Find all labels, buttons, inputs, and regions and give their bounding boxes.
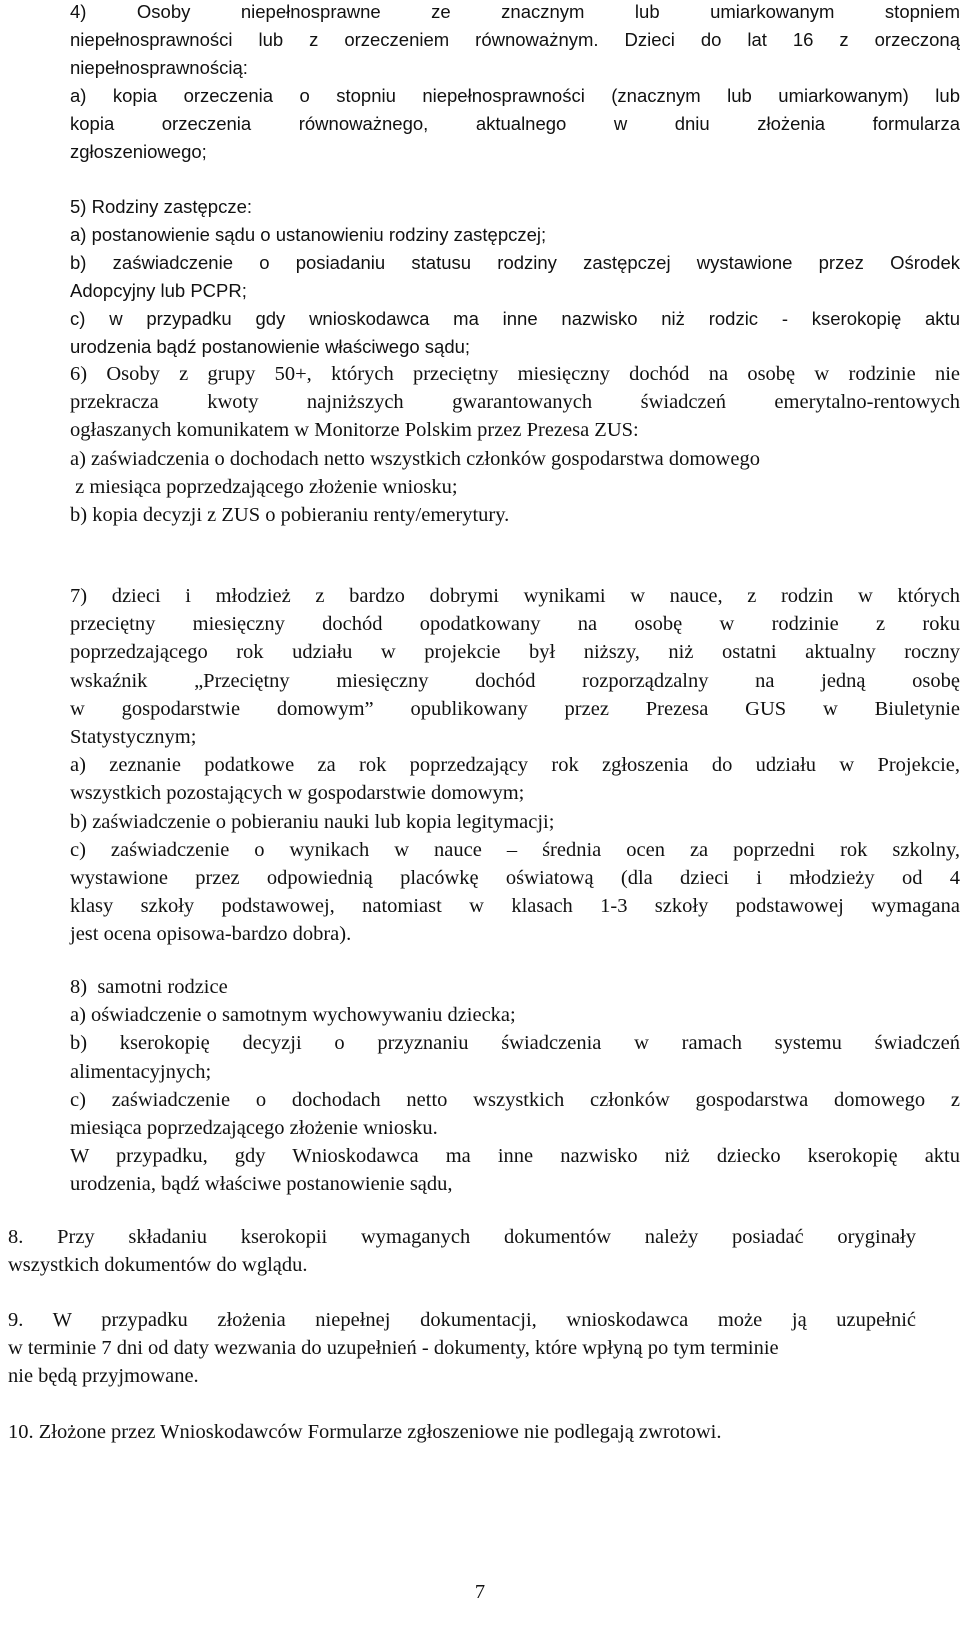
section-6-persons-50-plus — [70, 360, 960, 529]
paragraph-9-line: nie będą przyjmowane. — [8, 1365, 199, 1388]
section-4-line: kopia orzeczenia równoważnego, aktualnego w dniu złożenia formularza — [70, 113, 960, 134]
section-4-line: niepełnosprawności lub z orzeczeniem równoważnym. Dzieci do lat 16 z orzeczoną — [70, 29, 960, 50]
section-7-line: Statystycznym; — [70, 726, 197, 749]
section-5-line: a) postanowienie sądu o ustanowieniu rodziny zastępczej; — [70, 224, 547, 245]
section-6-line: ogłaszanych komunikatem w Monitorze Polskim przez Prezesa ZUS: — [70, 419, 639, 442]
section-7-gifted-youth — [70, 582, 960, 949]
section-7-line: jest ocena opisowa-bardzo dobra). — [70, 923, 352, 946]
section-4-line: a) kopia orzeczenia o stopniu niepełnosprawności (znacznym lub umiarkowanym) lub — [70, 85, 960, 106]
section-6-line: a) zaświadczenia o dochodach netto wszystkich członków gospodarstwa domowego — [70, 447, 760, 470]
paragraph-8-line: wszystkich dokumentów do wglądu. — [8, 1254, 308, 1277]
section-7-line: 7) dzieci i młodzież z bardzo dobrymi wynikami w nauce, z rodzin w których — [70, 585, 960, 607]
paragraph-9-line: 9. W przypadku złożenia niepełnej dokumentacji, wnioskodawca może ją uzupełnić — [8, 1309, 916, 1331]
section-5-foster-families — [70, 193, 960, 361]
section-4-disabled-persons — [70, 0, 960, 166]
section-5-line: b) zaświadczenie o posiadaniu statusu rodziny zastępczej wystawione przez Ośrodek — [70, 252, 960, 273]
paragraph-8-originals — [8, 1223, 916, 1279]
section-8-line: alimentacyjnych; — [70, 1060, 212, 1083]
section-4-line: zgłoszeniowego; — [70, 141, 207, 162]
section-6-line: z miesiąca poprzedzającego złożenie wniosku; — [70, 475, 458, 498]
section-7-line: a) zeznanie podatkowe za rok poprzedzający rok zgłoszenia do udziału w Projekcie, — [70, 754, 960, 777]
section-8-line: 8) samotni rodzice — [70, 976, 228, 998]
section-6-line: b) kopia decyzji z ZUS o pobieraniu renty/emerytury. — [70, 504, 510, 527]
section-7-line: wystawione przez odpowiednią placówkę oświatową (dla dzieci i młodzieży od 4 — [70, 867, 960, 890]
section-7-line: w gospodarstwie domowym” opublikowany przez Prezesa GUS w Biuletynie — [70, 697, 960, 720]
section-4-line: niepełnosprawnością: — [70, 57, 248, 78]
section-7-line: wskaźnik „Przeciętny miesięczny dochód rozporządzalny na jedną osobę — [70, 669, 960, 692]
paragraph-10-no-returns — [8, 1418, 916, 1446]
section-8-line: b) kserokopię decyzji o przyznaniu świadczenia w ramach systemu świadczeń — [70, 1032, 960, 1055]
section-7-line: c) zaświadczenie o wynikach w nauce – średnia ocen za poprzedni rok szkolny, — [70, 838, 960, 861]
paragraph-9-incomplete-docs — [8, 1306, 916, 1391]
section-8-line: miesiąca poprzedzającego złożenie wniosku. — [70, 1117, 438, 1140]
section-7-line: wszystkich pozostających w gospodarstwie domowym; — [70, 782, 525, 805]
paragraph-8-line: 8. Przy składaniu kserokopii wymaganych dokumentów należy posiadać oryginały — [8, 1226, 916, 1248]
section-7-line: klasy szkoły podstawowej, natomiast w klasach 1-3 szkoły podstawowej wymagana — [70, 895, 960, 918]
section-8-line: c) zaświadczenie o dochodach netto wszystkich członków gospodarstwa domowego z — [70, 1088, 960, 1111]
section-4-line: 4) Osoby niepełnosprawne ze znacznym lub umiarkowanym stopniem — [70, 1, 960, 22]
section-6-line: przekracza kwoty najniższych gwarantowanych świadczeń emerytalno-rentowych — [70, 391, 960, 414]
section-8-line: urodzenia, bądź właściwe postanowienie sądu, — [70, 1173, 453, 1196]
section-5-line: 5) Rodziny zastępcze: — [70, 196, 253, 217]
section-5-line: urodzenia bądź postanowienie właściwego sądu; — [70, 336, 471, 357]
section-5-line: Adopcyjny lub PCPR; — [70, 280, 247, 301]
section-8-line: a) oświadczenie o samotnym wychowywaniu dziecka; — [70, 1004, 516, 1027]
section-7-line: przeciętny miesięczny dochód opodatkowany na osobę w rodzinie z roku — [70, 613, 960, 636]
section-7-line: poprzedzającego rok udziału w projekcie był niższy, niż ostatni aktualny roczny — [70, 641, 960, 664]
page-number: 7 — [474, 1581, 486, 1603]
section-6-line: 6) Osoby z grupy 50+, których przeciętny miesięczny dochód na osobę w rodzinie nie — [70, 363, 960, 385]
section-7-line: b) zaświadczenie o pobieraniu nauki lub kopia legitymacji; — [70, 810, 555, 833]
section-8-line: W przypadku, gdy Wnioskodawca ma inne nazwisko niż dziecko kserokopię aktu — [70, 1145, 960, 1168]
paragraph-9-line: w terminie 7 dni od daty wezwania do uzupełnień - dokumenty, które wpłyną po tym terminie — [8, 1337, 779, 1360]
section-8-single-parents — [70, 973, 960, 1199]
section-5-line: c) w przypadku gdy wnioskodawca ma inne nazwisko niż rodzic - kserokopię aktu — [70, 308, 960, 329]
paragraph-10-line: 10. Złożone przez Wnioskodawców Formularze zgłoszeniowe nie podlegają zwrotowi. — [8, 1421, 722, 1443]
